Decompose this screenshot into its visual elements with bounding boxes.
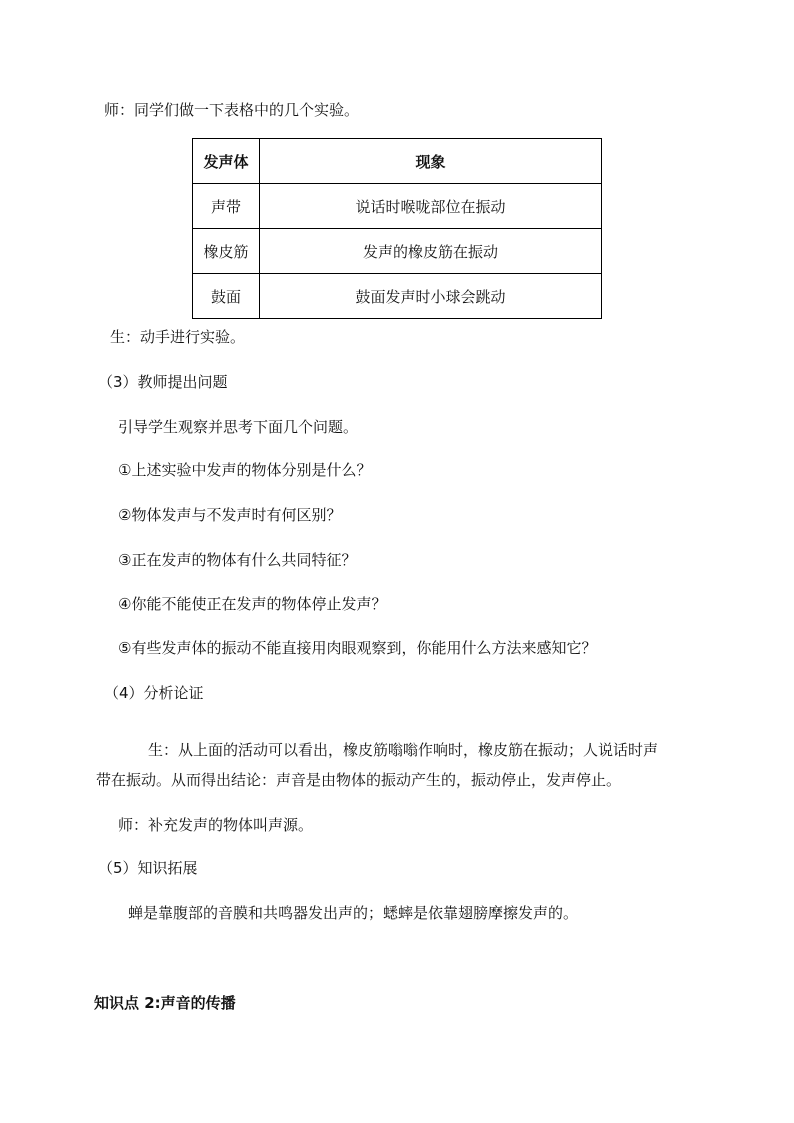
question-item: ③正在发声的物体有什么共同特征？ [118, 551, 357, 569]
table-cell: 发声的橡皮筋在振动 [260, 229, 602, 274]
question-item: ①上述实验中发声的物体分别是什么？ [118, 461, 372, 479]
section4-paragraph-line2: 带在振动。从而得出结论：声音是由物体的振动产生的，振动停止，发声停止。 [96, 771, 622, 789]
section3-lead: 引导学生观察并思考下面几个问题。 [118, 418, 359, 436]
table-row [193, 229, 602, 274]
table-cell: 橡皮筋 [193, 229, 260, 274]
table-cell: 鼓面发声时小球会跳动 [260, 274, 602, 319]
knowledge-point-heading: 知识点 2:声音的传播 [94, 994, 236, 1012]
intro-text: 师：同学们做一下表格中的几个实验。 [104, 101, 360, 119]
question-item: ②物体发声与不发声时有何区别？ [118, 506, 342, 524]
question-item: ④你能不能使正在发声的物体停止发声？ [118, 595, 387, 613]
section4-title: （4）分析论证 [104, 684, 204, 702]
table-row [193, 184, 602, 229]
section4-paragraph-line1: 生：从上面的活动可以看出，橡皮筋嗡嗡作响时，橡皮筋在振动；人说话时声 [148, 741, 659, 759]
table-row [193, 274, 602, 319]
table-cell: 声带 [193, 184, 260, 229]
section3-title: （3）教师提出问题 [98, 373, 228, 391]
student-action-text: 生：动手进行实验。 [110, 328, 246, 346]
table-cell: 说话时喉咙部位在振动 [260, 184, 602, 229]
header-sound-source: 发声体 [193, 139, 260, 184]
section4-teacher-text: 师：补充发声的物体叫声源。 [118, 816, 314, 834]
table-header-row [193, 139, 602, 184]
section5-title: （5）知识拓展 [98, 859, 198, 877]
section5-text: 蝉是靠腹部的音膜和共鸣器发出声的；蟋蟀是依靠翅膀摩擦发声的。 [128, 904, 579, 922]
header-phenomenon: 现象 [260, 139, 602, 184]
question-item: ⑤有些发声体的振动不能直接用肉眼观察到，你能用什么方法来感知它？ [118, 639, 597, 657]
experiment-table [192, 138, 602, 319]
table-cell: 鼓面 [193, 274, 260, 319]
